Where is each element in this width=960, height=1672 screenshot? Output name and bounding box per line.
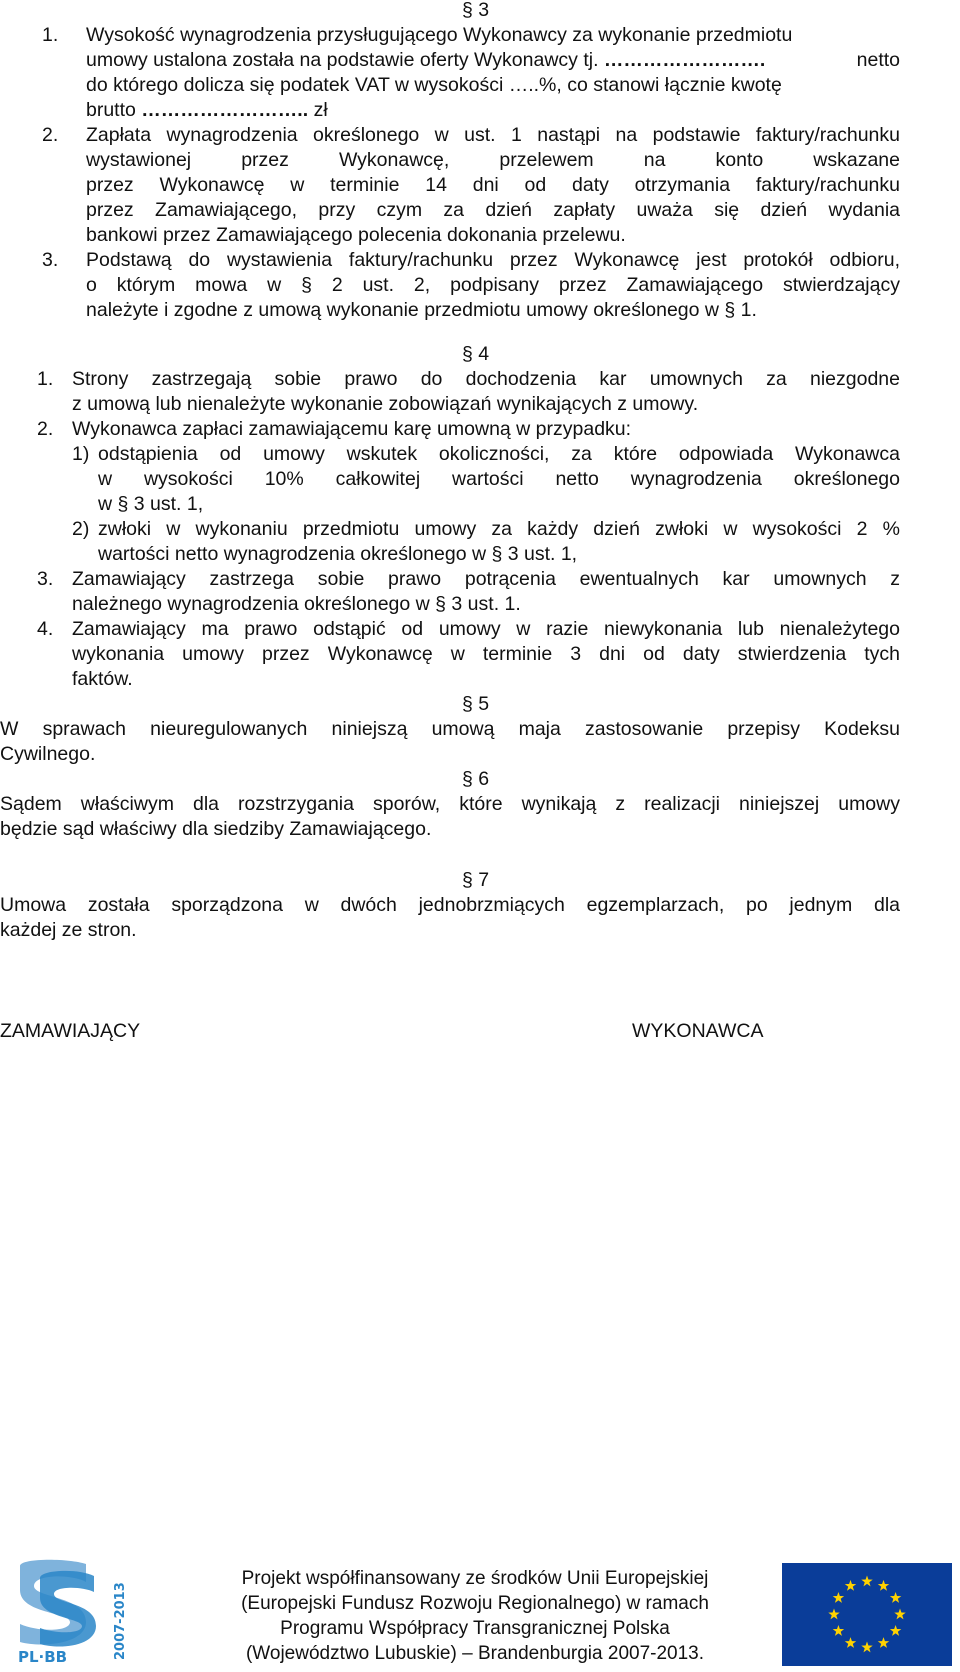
eu-flag-icon <box>782 1563 952 1666</box>
s3-p2-line1: Zapłata wynagrodzenia określonego w ust. 1 nastąpi na podstawie faktury/rachunku <box>86 124 900 146</box>
s4-p2-number: 2. <box>37 418 54 440</box>
eu-flag-svg <box>782 1563 952 1666</box>
s4-p2-sub1-number: 1) <box>72 443 90 465</box>
s6-line2: będzie sąd właściwy dla siedziby Zamawiającego. <box>0 818 432 840</box>
section-7-heading: § 7 <box>462 869 490 891</box>
section-3-heading: § 3 <box>462 0 490 21</box>
s3-p1-line1: Wysokość wynagrodzenia przysługującego Wykonawcy za wykonanie przedmiotu <box>86 24 793 46</box>
s3-p3-line3: należyte i zgodne z umową wykonanie przedmiotu umowy określonego w § 1. <box>86 299 757 321</box>
s3-p2-line4: przez Zamawiającego, przy czym za dzień zapłaty uważa się dzień wydania <box>86 199 900 221</box>
s3-p1-number: 1. <box>42 24 59 46</box>
section-4-heading: § 4 <box>462 343 490 365</box>
s3-p1-line4 <box>86 97 328 123</box>
s3-p2-number: 2. <box>42 124 59 146</box>
s4-p1-line2: z umową lub nienależyte wykonanie zobowiązań wynikających z umowy. <box>72 393 699 415</box>
s4-p3-line1: Zamawiający zastrzega sobie prawo potrącenia ewentualnych kar umownych z <box>72 568 900 590</box>
footer-line4: (Województwo Lubuskie) – Brandenburgia 2007-2013. <box>245 1643 705 1664</box>
s3-p1-line2-text: umowy ustalona została na podstawie oferty Wykonawcy tj. <box>86 49 599 71</box>
plbb-logo <box>12 1556 130 1666</box>
section-6-heading: § 6 <box>462 768 490 790</box>
s4-p3-line2: należnego wynagrodzenia określonego w § 3 ust. 1. <box>72 593 521 615</box>
footer-line2: (Europejski Fundusz Rozwoju Regionalnego) w ramach <box>241 1593 709 1614</box>
s3-p2-line3: przez Wykonawcę w terminie 14 dni od daty otrzymania faktury/rachunku <box>86 174 900 196</box>
section-5-heading: § 5 <box>462 693 490 715</box>
s3-p1-brutto-label: brutto <box>86 99 136 121</box>
s3-p2-line2: wystawionej przez Wykonawcę, przelewem na konto wskazane <box>86 149 900 171</box>
footer-line3: Programu Współpracy Transgranicznej Polska <box>280 1618 670 1639</box>
plbb-logo-icon <box>12 1556 130 1666</box>
plbb-logo-text: PL·BB <box>18 1648 68 1666</box>
s3-p1-line3: do którego dolicza się podatek VAT w wysokości …..%, co stanowi łącznie kwotę <box>86 74 782 96</box>
plbb-logo-years: 2007-2013 <box>113 1582 128 1660</box>
s3-p2-line5: bankowi przez Zamawiającego polecenia dokonania przelewu. <box>86 224 626 246</box>
s4-p4-number: 4. <box>37 618 54 640</box>
s3-p3-number: 3. <box>42 249 59 271</box>
s3-p3-line2: o którym mowa w § 2 ust. 2, podpisany przez Zamawiającego stwierdzający <box>86 274 900 296</box>
s3-p1-gross-amount-placeholder: …………………….. <box>141 99 309 121</box>
s4-p4-line2: wykonania umowy przez Wykonawcę w terminie 3 dni od daty stwierdzenia tych <box>72 643 900 665</box>
s3-p3-line1: Podstawą do wystawienia faktury/rachunku przez Wykonawcę jest protokół odbioru, <box>86 249 900 271</box>
s4-p1-number: 1. <box>37 368 54 390</box>
signature-zamawiajacy: ZAMAWIAJĄCY <box>0 1020 141 1042</box>
s4-p1-line1: Strony zastrzegają sobie prawo do dochodzenia kar umownych za niezgodne <box>72 368 900 390</box>
s3-p1-line2 <box>86 47 900 73</box>
s3-p1-net-amount-placeholder: ……………………. <box>603 49 766 71</box>
s4-p2-line1: Wykonawca zapłaci zamawiającemu karę umowną w przypadku: <box>72 418 632 440</box>
s5-line1: W sprawach nieuregulowanych niniejszą umową maja zastosowanie przepisy Kodeksu <box>0 718 900 740</box>
footer-cofinancing-note <box>205 1566 745 1666</box>
s6-line1: Sądem właściwym dla rozstrzygania sporów, które wynikają z realizacji niniejszej umowy <box>0 793 900 815</box>
s7-line2: każdej ze stron. <box>0 919 137 941</box>
s4-p2-sub1-line1: odstąpienia od umowy wskutek okoliczności, za które odpowiada Wykonawca <box>98 443 900 465</box>
s5-line2: Cywilnego. <box>0 743 96 765</box>
s4-p2-sub2-line2: wartości netto wynagrodzenia określonego w § 3 ust. 1, <box>98 543 578 565</box>
s4-p2-sub1-line3: w § 3 ust. 1, <box>98 493 204 515</box>
footer-line1: Projekt współfinansowany ze środków Unii Europejskiej <box>241 1568 709 1589</box>
s3-p1-currency: zł <box>313 99 328 121</box>
s4-p2-sub2-line1: zwłoki w wykonaniu przedmiotu umowy za każdy dzień zwłoki w wysokości 2 % <box>98 518 900 540</box>
s3-p1-netto-label: netto <box>856 49 900 71</box>
s4-p4-line1: Zamawiający ma prawo odstąpić od umowy w razie niewykonania lub nienależytego <box>72 618 900 640</box>
s7-line1: Umowa została sporządzona w dwóch jednobrzmiących egzemplarzach, po jednym dla <box>0 894 900 916</box>
s4-p3-number: 3. <box>37 568 54 590</box>
s4-p2-sub1-line2: w wysokości 10% całkowitej wartości netto wynagrodzenia określonego <box>98 468 900 490</box>
signature-wykonawca: WYKONAWCA <box>632 1020 764 1042</box>
s4-p2-sub2-number: 2) <box>72 518 90 540</box>
s4-p4-line3: faktów. <box>72 668 133 690</box>
